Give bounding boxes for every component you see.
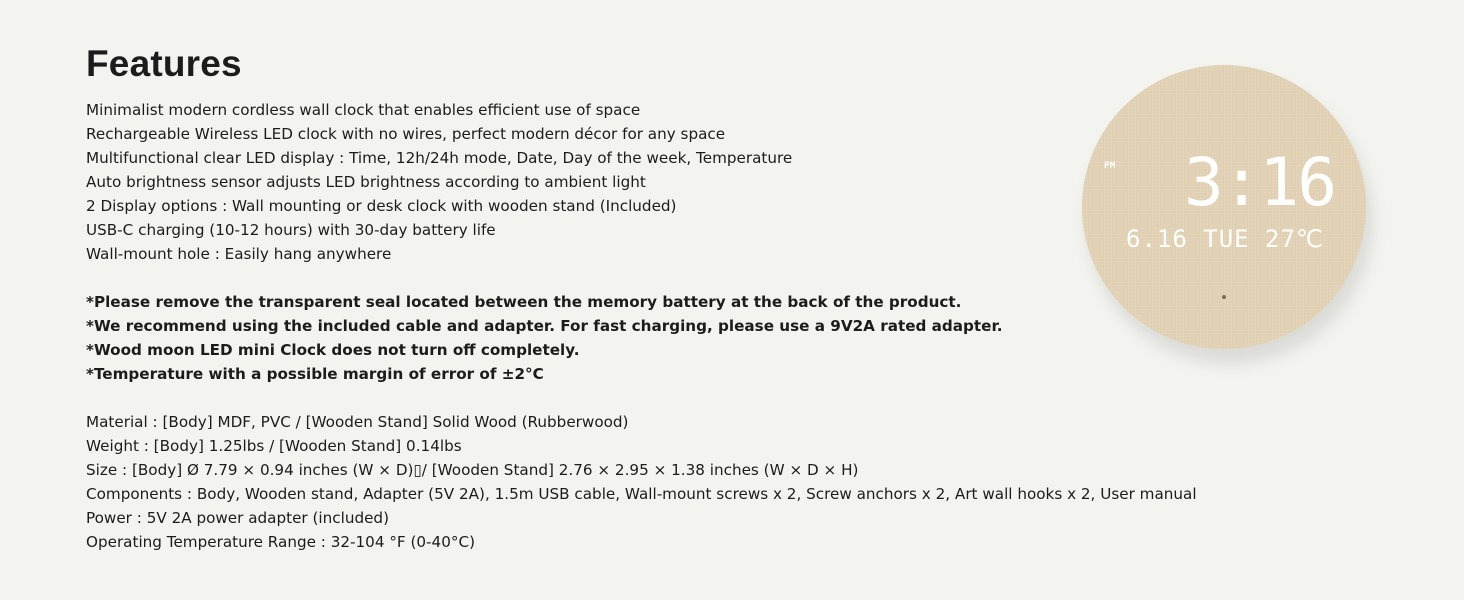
- product-image-clock: [1082, 65, 1366, 349]
- clock-pm-indicator: PM: [1104, 161, 1116, 171]
- spec-item: Components : Body, Wooden stand, Adapter (5V 2A), 1.5m USB cable, Wall-mount screws x 2, Screw anchors x 2, Art wall hooks x 2, User manual: [86, 485, 1197, 503]
- spec-item: Weight : [Body] 1.25lbs / [Wooden Stand] 0.14lbs: [86, 437, 462, 455]
- clock-time: 3:16: [1184, 144, 1335, 221]
- spec-item: Material : [Body] MDF, PVC / [Wooden Stand] Solid Wood (Rubberwood): [86, 413, 629, 431]
- spacer: [86, 386, 1286, 410]
- feature-item: Wall-mount hole : Easily hang anywhere: [86, 245, 392, 263]
- spec-item: Size : [Body] Ø 7.79 × 0.94 inches (W × D)▯/ [Wooden Stand] 2.76 × 2.95 × 1.38 inches (W × D × H): [86, 461, 859, 479]
- light-sensor-dot: [1222, 295, 1226, 299]
- spec-item: Operating Temperature Range : 32-104 °F (0-40°C): [86, 533, 475, 551]
- feature-item: Rechargeable Wireless LED clock with no wires, perfect modern décor for any space: [86, 125, 726, 143]
- note-item: *Wood moon LED mini Clock does not turn off completely.: [86, 341, 580, 359]
- feature-item: Multifunctional clear LED display : Time, 12h/24h mode, Date, Day of the week, Temperature: [86, 149, 793, 167]
- feature-item: Minimalist modern cordless wall clock that enables efficient use of space: [86, 101, 641, 119]
- feature-item: USB-C charging (10-12 hours) with 30-day battery life: [86, 221, 496, 239]
- clock-date-temp: 6.16 TUE 27℃: [1126, 225, 1324, 253]
- note-item: *We recommend using the included cable and adapter. For fast charging, please use a 9V2A rated adapter.: [86, 317, 1003, 335]
- spec-list: [86, 410, 1286, 554]
- note-item: *Temperature with a possible margin of error of ±2°C: [86, 365, 544, 383]
- page-title: Features: [86, 43, 242, 84]
- spec-item: Power : 5V 2A power adapter (included): [86, 509, 390, 527]
- clock-face: [1082, 65, 1366, 349]
- note-item: *Please remove the transparent seal located between the memory battery at the back of the product.: [86, 293, 962, 311]
- feature-item: Auto brightness sensor adjusts LED brightness according to ambient light: [86, 173, 646, 191]
- feature-item: 2 Display options : Wall mounting or desk clock with wooden stand (Included): [86, 197, 677, 215]
